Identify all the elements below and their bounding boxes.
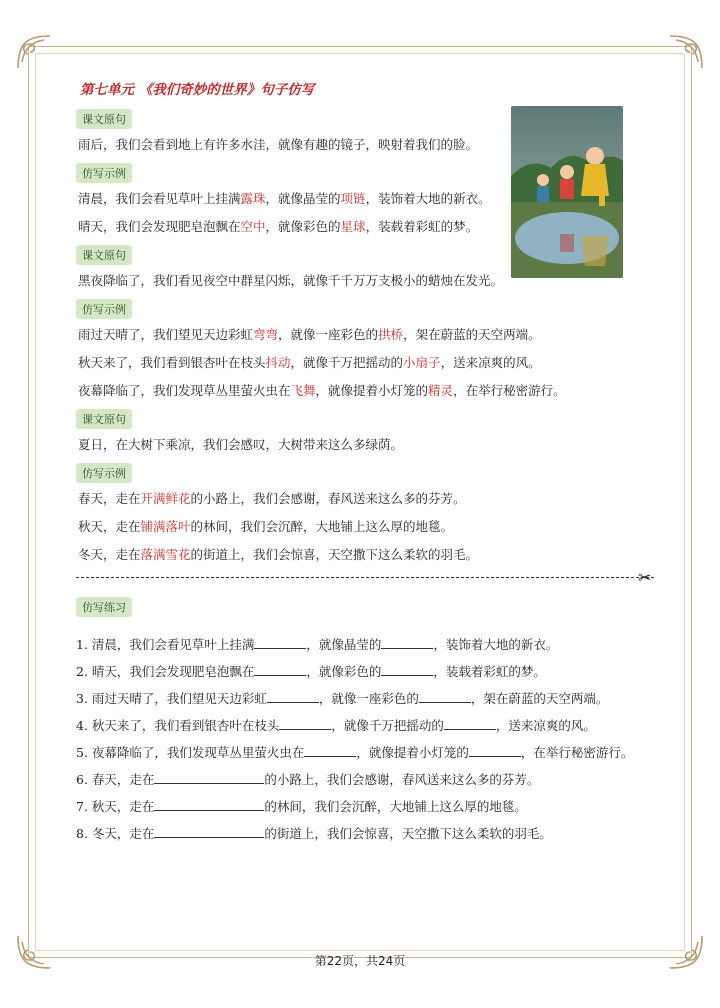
blank-field[interactable]: [154, 796, 264, 811]
sentence-text: 秋天来了，我们看到银杏叶在枝头: [78, 355, 266, 370]
sentence-text: ，就像晶莹的: [265, 191, 341, 206]
practice-item: [76, 767, 656, 793]
practice-text: ，就像晶莹的: [306, 637, 382, 652]
practice-text: 1. 清晨，我们会看见草叶上挂满: [76, 637, 255, 652]
sentence-text: ，就像提着小灯笼的: [315, 383, 429, 398]
sentence: [78, 544, 652, 566]
practice-text: ，就像提着小灯笼的: [356, 745, 469, 760]
blank-field[interactable]: [267, 688, 319, 703]
practice-tag: 仿写练习: [76, 597, 132, 617]
blank-field[interactable]: [154, 823, 264, 838]
sentence: [78, 380, 652, 402]
sentence-text: 的林间，我们会沉醉，大地铺上这么厚的地毯。: [190, 519, 454, 534]
scissors-icon: ✂: [638, 568, 652, 587]
practice-text: 的街道上，我们会惊喜，天空撒下这么柔软的羽毛。: [264, 826, 552, 841]
corner-ornament-icon: [666, 32, 706, 72]
practice-item: [76, 713, 656, 739]
sentence-text: 夜幕降临了，我们发现草丛里萤火虫在: [78, 383, 291, 398]
blank-field[interactable]: [254, 661, 306, 676]
highlight-word: 开满鲜花: [140, 491, 191, 506]
section-tag: 课文原句: [76, 409, 132, 429]
practice-text: ，在举行秘密游行。: [520, 745, 634, 760]
blank-field[interactable]: [279, 715, 331, 730]
sentence: [78, 188, 503, 210]
sentence: [78, 516, 652, 538]
practice-text: ，就像一座彩色的: [318, 691, 419, 706]
sentence-text: 的街道上，我们会惊喜，天空撒下这么柔软的羽毛。: [190, 547, 479, 562]
cut-line-divider: [76, 577, 654, 578]
section-example: [76, 298, 652, 402]
sentence-text: 春天，走在: [78, 491, 141, 506]
practice-item: [76, 794, 656, 820]
sentence-text: ，架在蔚蓝的天空两端。: [403, 327, 541, 342]
practice-text: ，装载着彩虹的梦。: [433, 664, 546, 679]
sentence: [78, 134, 503, 156]
practice-text: 6. 春天，走在: [76, 772, 155, 787]
section-example: [76, 462, 652, 566]
highlight-word: 抖动: [265, 355, 291, 370]
highlight-word: 精灵: [428, 383, 454, 398]
highlight-word: 星球: [340, 219, 366, 234]
practice-item: [76, 659, 656, 685]
blank-field[interactable]: [254, 634, 306, 649]
highlight-word: 项链: [340, 191, 366, 206]
sentence-text: 晴天，我们会发现肥皂泡飘在: [78, 219, 241, 234]
sentence-text: 雨后，我们会看到地上有许多水洼，就像有趣的镜子，映射着我们的脸。: [78, 137, 479, 152]
practice-text: 3. 雨过天晴了，我们望见天边彩虹: [76, 691, 267, 706]
highlight-word: 弯弯: [253, 327, 279, 342]
highlight-word: 露珠: [240, 191, 266, 206]
practice-items: [76, 632, 656, 847]
sentence: [78, 434, 652, 456]
practice-text: ，送来凉爽的风。: [495, 718, 596, 733]
sentence-text: ，就像一座彩色的: [278, 327, 379, 342]
blank-field[interactable]: [304, 742, 356, 757]
blank-field[interactable]: [444, 715, 496, 730]
practice-text: 4. 秋天来了，我们看到银杏叶在枝头: [76, 718, 280, 733]
sentence-text: 雨过天晴了，我们望见天边彩虹: [78, 327, 254, 342]
practice-text: 8. 冬天，走在: [76, 826, 155, 841]
blank-field[interactable]: [419, 688, 471, 703]
practice-text: 7. 秋天，走在: [76, 799, 155, 814]
sentence-text: ，装载着彩虹的梦。: [365, 219, 479, 234]
page-title: 第七单元 《我们奇妙的世界》句子仿写: [80, 82, 315, 98]
practice-text: 的林间，我们会沉醉，大地铺上这么厚的地毯。: [264, 799, 527, 814]
sentence-text: ，就像彩色的: [265, 219, 341, 234]
sentence: [78, 324, 652, 346]
sentence-text: ，在举行秘密游行。: [453, 383, 566, 398]
practice-section: [76, 596, 656, 848]
sentence-text: 冬天，走在: [78, 547, 141, 562]
sentence-text: ，就像千万把摇动的: [290, 355, 404, 370]
section-tag: 仿写示例: [76, 299, 132, 319]
page-number: 第22页，共24页: [314, 954, 406, 968]
highlight-word: 落满雪花: [140, 547, 191, 562]
sentence-text: 黑夜降临了，我们看见夜空中群星闪烁，就像千千万万支极小的蜡烛在发光。: [78, 273, 504, 288]
practice-text: 2. 晴天，我们会发现肥皂泡飘在: [76, 664, 255, 679]
practice-item: [76, 740, 656, 766]
practice-item: [76, 821, 656, 847]
sentence: [78, 352, 652, 374]
section-original: [76, 408, 652, 456]
highlight-word: 拱桥: [378, 327, 404, 342]
sentence-text: 清晨，我们会看见草叶上挂满: [78, 191, 241, 206]
sentence-text: 的小路上，我们会感谢，春风送来这么多的芬芳。: [190, 491, 466, 506]
highlight-word: 飞舞: [290, 383, 316, 398]
blank-field[interactable]: [381, 634, 433, 649]
highlight-word: 铺满落叶: [140, 519, 191, 534]
sentence-text: ，送来凉爽的风。: [440, 355, 541, 370]
blank-field[interactable]: [154, 769, 264, 784]
practice-text: ，架在蔚蓝的天空两端。: [470, 691, 609, 706]
practice-text: 5. 夜幕降临了，我们发现草丛里萤火虫在: [76, 745, 305, 760]
highlight-word: 小扇子: [403, 355, 441, 370]
corner-ornament-icon: [14, 32, 54, 72]
section-tag: 仿写示例: [76, 463, 132, 483]
practice-text: ，装饰着大地的新衣。: [433, 637, 559, 652]
blank-field[interactable]: [469, 742, 521, 757]
sentence: [78, 488, 652, 510]
highlight-word: 空中: [240, 219, 266, 234]
section-tag: 仿写示例: [76, 163, 132, 183]
practice-text: ，就像彩色的: [306, 664, 382, 679]
section-tag: 课文原句: [76, 109, 132, 129]
sentence: [78, 216, 503, 238]
practice-text: 的小路上，我们会感谢，春风送来这么多的芬芳。: [264, 772, 540, 787]
sentence-text: 夏日，在大树下乘凉，我们会感叹，大树带来这么多绿荫。: [78, 437, 404, 452]
practice-item: [76, 632, 656, 658]
children-in-rain-illustration: [511, 106, 623, 278]
sentence-text: 秋天，走在: [78, 519, 141, 534]
section-tag: 课文原句: [76, 245, 132, 265]
sentence-text: ，装饰着大地的新衣。: [365, 191, 491, 206]
practice-text: ，就像千万把摇动的: [331, 718, 444, 733]
blank-field[interactable]: [381, 661, 433, 676]
practice-item: [76, 686, 656, 712]
